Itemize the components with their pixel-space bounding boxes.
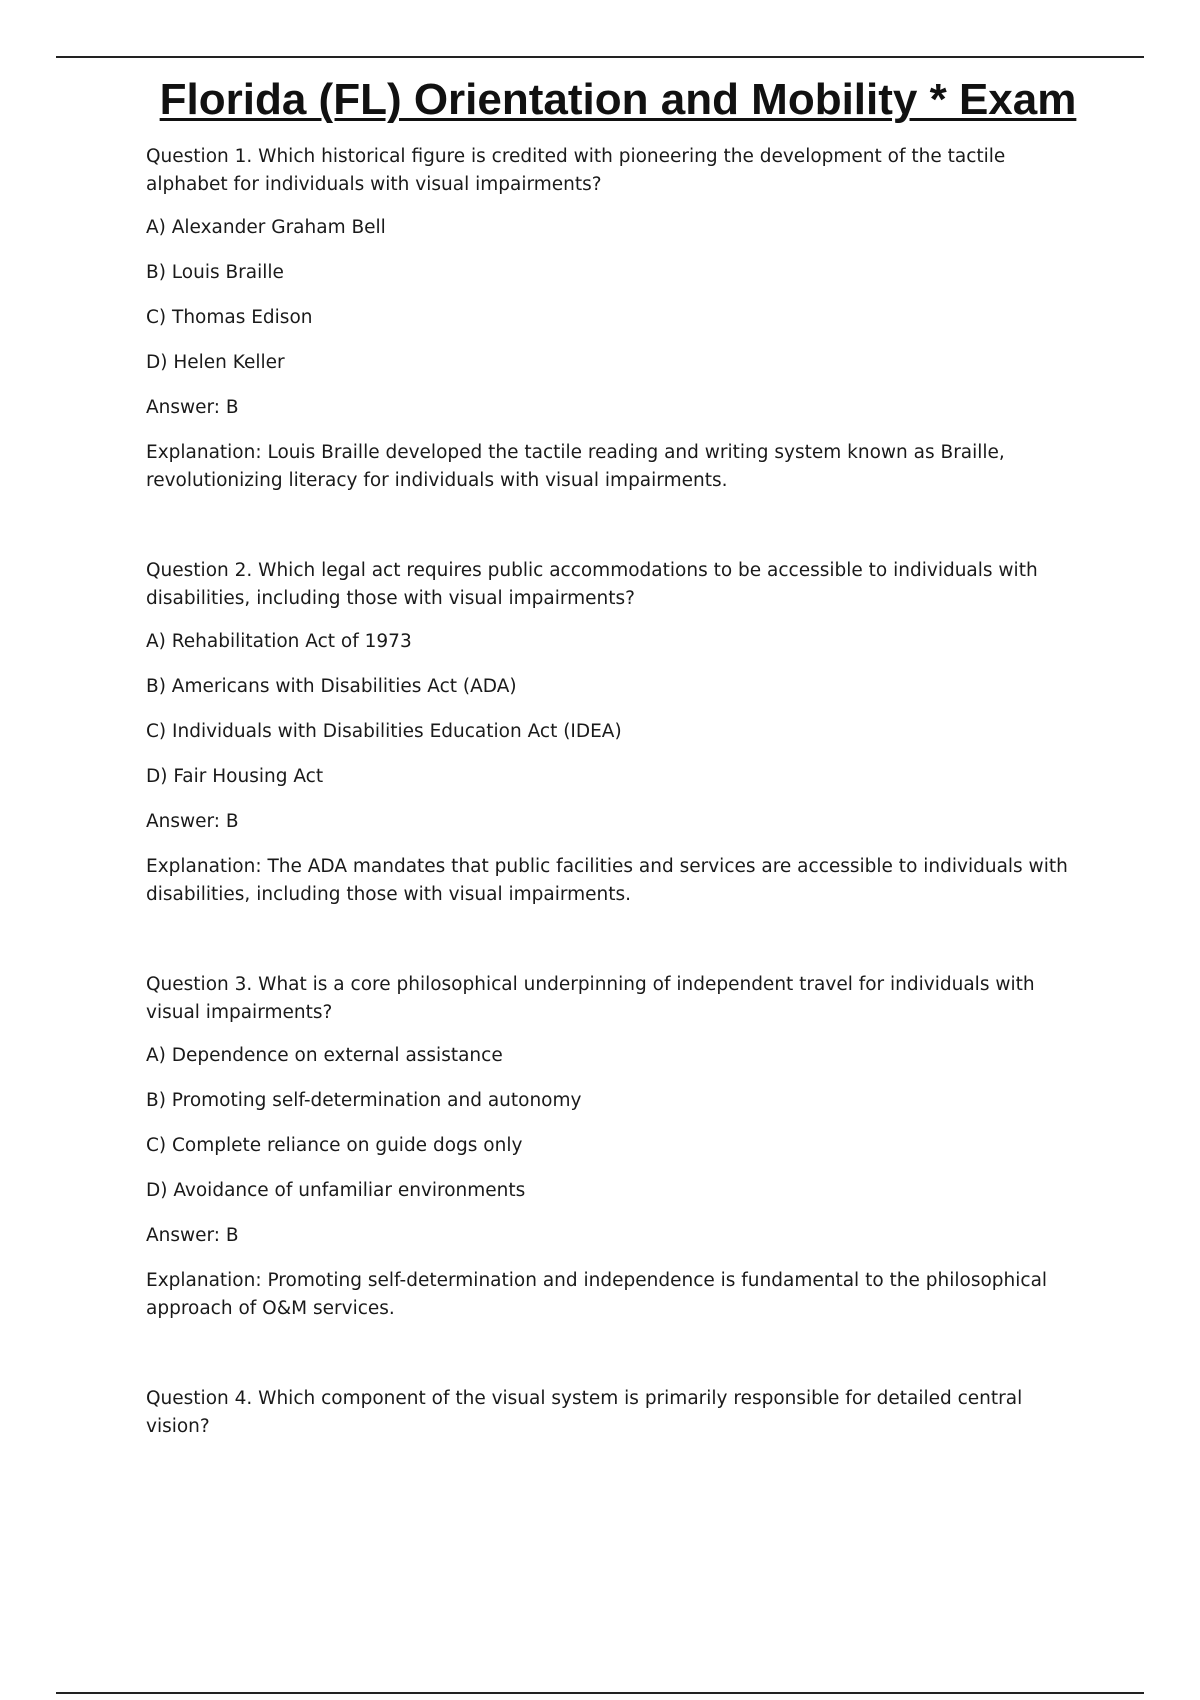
option-b: B) Louis Braille <box>146 262 284 283</box>
explanation: Explanation: Louis Braille developed the tactile reading and writing system known as Braille, revolutionizing literacy for individuals with visual impairments. <box>146 442 1005 491</box>
question-text: Question 2. Which legal act requires public accommodations to be accessible to individuals with disabilities, including those with visual impairments? <box>146 560 1038 609</box>
answer: Answer: B <box>146 1225 239 1246</box>
option-a: A) Dependence on external assistance <box>146 1045 503 1066</box>
top-rule <box>56 56 1144 58</box>
question-text: Question 1. Which historical figure is credited with pioneering the development of the tactile alphabet for individuals with visual impairments? <box>146 146 1006 195</box>
question-3 <box>146 971 1086 1323</box>
explanation: Explanation: Promoting self-determination and independence is fundamental to the philosophical approach of O&M services. <box>146 1270 1048 1319</box>
question-2 <box>146 557 1086 909</box>
question-text: Question 3. What is a core philosophical underpinning of independent travel for individuals with visual impairments? <box>146 974 1035 1023</box>
answer: Answer: B <box>146 811 239 832</box>
explanation: Explanation: The ADA mandates that public facilities and services are accessible to individuals with disabilities, including those with visual impairments. <box>146 856 1068 905</box>
option-b: B) Promoting self-determination and autonomy <box>146 1090 582 1111</box>
option-d: D) Helen Keller <box>146 352 285 373</box>
option-d: D) Avoidance of unfamiliar environments <box>146 1180 526 1201</box>
question-text: Question 4. Which component of the visual system is primarily responsible for detailed central vision? <box>146 1388 1023 1437</box>
option-a: A) Alexander Graham Bell <box>146 217 386 238</box>
answer: Answer: B <box>146 397 239 418</box>
question-1 <box>146 143 1086 495</box>
bottom-rule <box>56 1692 1144 1694</box>
option-d: D) Fair Housing Act <box>146 766 324 787</box>
page-title: Florida (FL) Orientation and Mobility * Exam <box>159 75 1077 124</box>
option-c: C) Individuals with Disabilities Education Act (IDEA) <box>146 721 622 742</box>
question-4 <box>146 1385 1086 1441</box>
option-b: B) Americans with Disabilities Act (ADA) <box>146 676 517 697</box>
option-a: A) Rehabilitation Act of 1973 <box>146 631 412 652</box>
question-list <box>146 143 1086 1456</box>
option-c: C) Complete reliance on guide dogs only <box>146 1135 523 1156</box>
option-c: C) Thomas Edison <box>146 307 313 328</box>
